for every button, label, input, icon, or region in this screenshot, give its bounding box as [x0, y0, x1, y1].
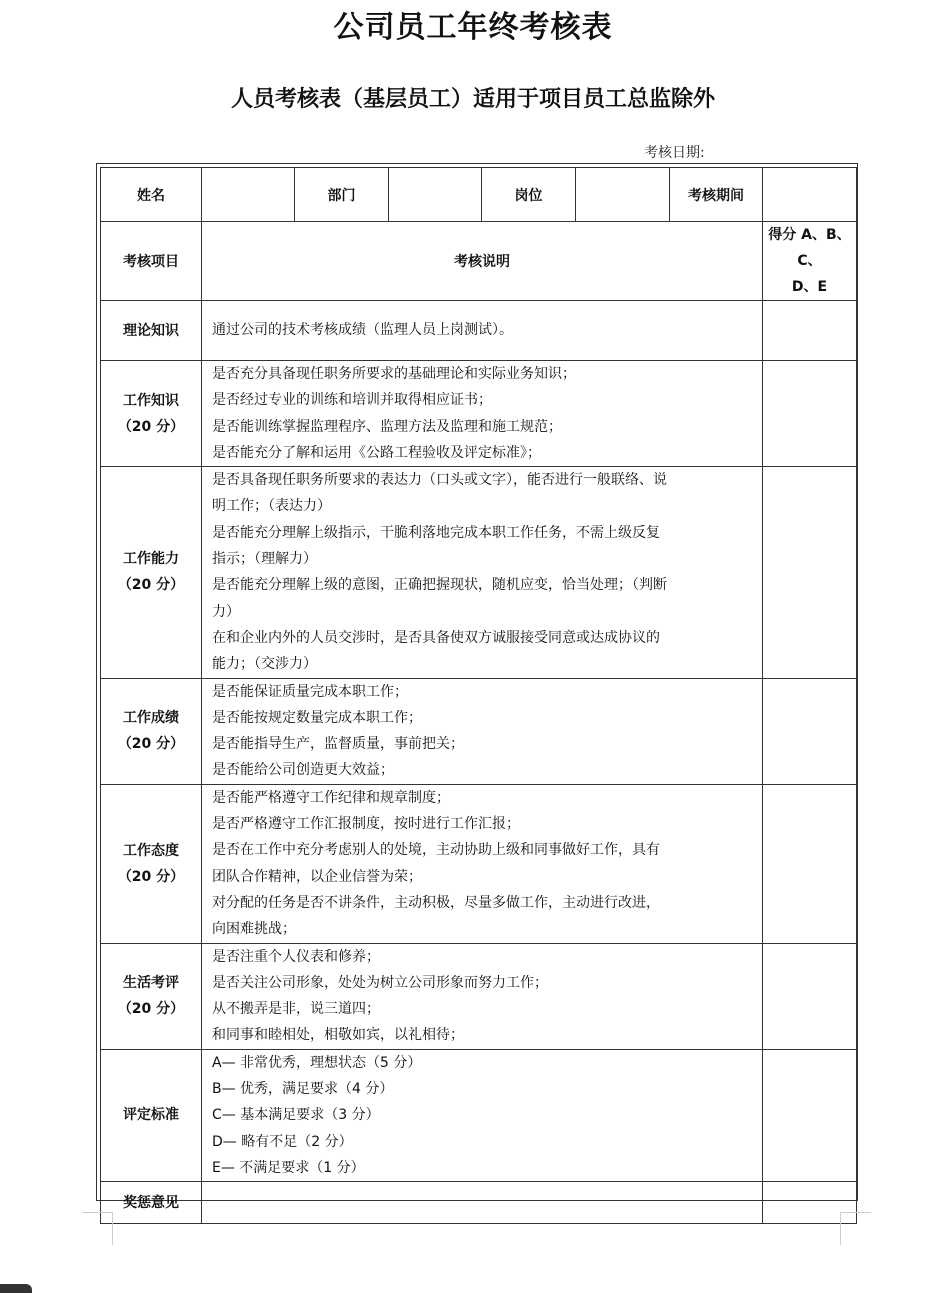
item-points: （20 分） [117, 736, 185, 753]
assessment-row [101, 467, 857, 678]
assessment-date-label: 考核日期: [644, 145, 705, 161]
item-points: （20 分） [117, 577, 185, 594]
item-column-header: 考核项目 [101, 222, 202, 301]
score-header-line: D、E [791, 279, 828, 295]
description-line: 是否关注公司形象，处处为树立公司形象而努力工作； [212, 974, 548, 991]
item-points: （20 分） [117, 418, 185, 435]
item-label: 评定标准 [101, 1049, 202, 1181]
description-line: E— 不满足要求（1 分） [212, 1159, 365, 1176]
assessment-row [101, 943, 857, 1049]
score-field[interactable] [763, 943, 857, 1049]
description-line: 力） [212, 603, 240, 620]
description-line: 明工作；（表达力） [212, 498, 331, 515]
item-label: 理论知识 [101, 301, 202, 361]
score-field[interactable] [763, 361, 857, 467]
desc-column-header: 考核说明 [202, 222, 763, 301]
post-label: 岗位 [482, 168, 576, 222]
item-description [202, 1049, 763, 1181]
score-header-line: 得分 A、B、C、 [768, 227, 851, 269]
assessment-row [101, 678, 857, 784]
description-line: 通过公司的技术考核成绩（监理人员上岗测试）。 [212, 322, 513, 339]
reward-penalty-row [101, 1182, 857, 1224]
column-header-row [101, 222, 857, 301]
item-label: 生活考评 （20 分） [101, 943, 202, 1049]
description-line: 是否能保证质量完成本职工作； [212, 683, 408, 700]
description-line: 团队合作精神，以企业信誉为荣； [212, 868, 422, 885]
description-line: D— 略有不足（2 分） [212, 1133, 353, 1150]
score-field [763, 1049, 857, 1181]
score-field[interactable] [763, 467, 857, 678]
item-label: 工作态度 （20 分） [101, 784, 202, 943]
description-line: 是否能指导生产，监督质量，事前把关； [212, 736, 464, 753]
score-field[interactable] [763, 301, 857, 361]
description-line: 是否能训练掌握监理程序、监理方法及监理和施工规范； [212, 418, 562, 435]
rating-standard-row [101, 1049, 857, 1181]
item-description [202, 678, 763, 784]
description-line: 对分配的任务是否不讲条件，主动积极，尽量多做工作，主动进行改进， [212, 894, 660, 911]
description-line: B— 优秀，满足要求（4 分） [212, 1081, 394, 1098]
item-points: （20 分） [117, 1001, 185, 1018]
name-label: 姓名 [101, 168, 202, 222]
description-line: 在和企业内外的人员交涉时，是否具备使双方诚服接受同意或达成协议的 [212, 629, 660, 646]
description-line: 是否注重个人仪表和修养； [212, 948, 380, 965]
description-line: 是否能充分理解上级指示，干脆利落地完成本职工作任务，不需上级反复 [212, 524, 660, 541]
item-description [202, 943, 763, 1049]
page-corner-mark [82, 1212, 113, 1245]
item-points: （20 分） [117, 868, 185, 885]
assessment-date [644, 142, 705, 162]
form-title: 公司员工年终考核表 [333, 10, 613, 45]
assessment-row [101, 361, 857, 467]
description-line: 是否能按规定数量完成本职工作； [212, 709, 422, 726]
score-field[interactable] [763, 784, 857, 943]
description-line: 是否能充分理解上级的意图，正确把握现状，随机应变，恰当处理；（判断 [212, 577, 667, 594]
item-description [202, 301, 763, 361]
screen-edge-tab [0, 1284, 32, 1293]
item-description [202, 784, 763, 943]
item-label: 工作能力 （20 分） [101, 467, 202, 678]
period-field[interactable] [763, 168, 857, 222]
description-line: 是否在工作中充分考虑别人的处境，主动协助上级和同事做好工作，具有 [212, 842, 660, 859]
employee-info-row [101, 168, 857, 222]
assessment-row [101, 301, 857, 361]
description-line: 能力；（交涉力） [212, 656, 317, 673]
reward-penalty-field[interactable] [202, 1182, 763, 1224]
item-description [202, 467, 763, 678]
description-line: 是否具备现任职务所要求的表达力（口头或文字），能否进行一般联络、说 [212, 472, 667, 489]
description-line: C— 基本满足要求（3 分） [212, 1107, 380, 1124]
score-column-header [763, 222, 857, 301]
name-field[interactable] [202, 168, 295, 222]
dept-label: 部门 [295, 168, 389, 222]
description-line: 是否经过专业的训练和培训并取得相应证书； [212, 392, 492, 409]
page-corner-mark [840, 1212, 871, 1245]
score-field[interactable] [763, 678, 857, 784]
dept-field[interactable] [389, 168, 482, 222]
form-subtitle: 人员考核表（基层员工）适用于项目员工总监除外 [230, 87, 715, 112]
description-line: A— 非常优秀，理想状态（5 分） [212, 1054, 422, 1071]
description-line: 是否能给公司创造更大效益； [212, 762, 394, 779]
description-line: 是否能充分了解和运用《公路工程验收及评定标准》； [212, 444, 541, 461]
item-label: 工作成绩 （20 分） [101, 678, 202, 784]
post-field[interactable] [576, 168, 670, 222]
description-line: 从不搬弄是非，说三道四； [212, 1001, 380, 1018]
description-line: 是否能严格遵守工作纪律和规章制度； [212, 789, 450, 806]
description-line: 是否充分具备现任职务所要求的基础理论和实际业务知识； [212, 366, 576, 382]
item-label: 工作知识 （20 分） [101, 361, 202, 467]
description-line: 指示；（理解力） [212, 551, 317, 568]
description-line: 向困难挑战； [212, 921, 296, 938]
item-description [202, 361, 763, 467]
assessment-table [100, 167, 857, 1224]
item-label: 奖惩意见 [101, 1182, 202, 1224]
assessment-row [101, 784, 857, 943]
description-line: 和同事和睦相处，相敬如宾，以礼相待； [212, 1027, 464, 1044]
description-line: 是否严格遵守工作汇报制度，按时进行工作汇报； [212, 816, 520, 833]
period-label: 考核期间 [670, 168, 763, 222]
